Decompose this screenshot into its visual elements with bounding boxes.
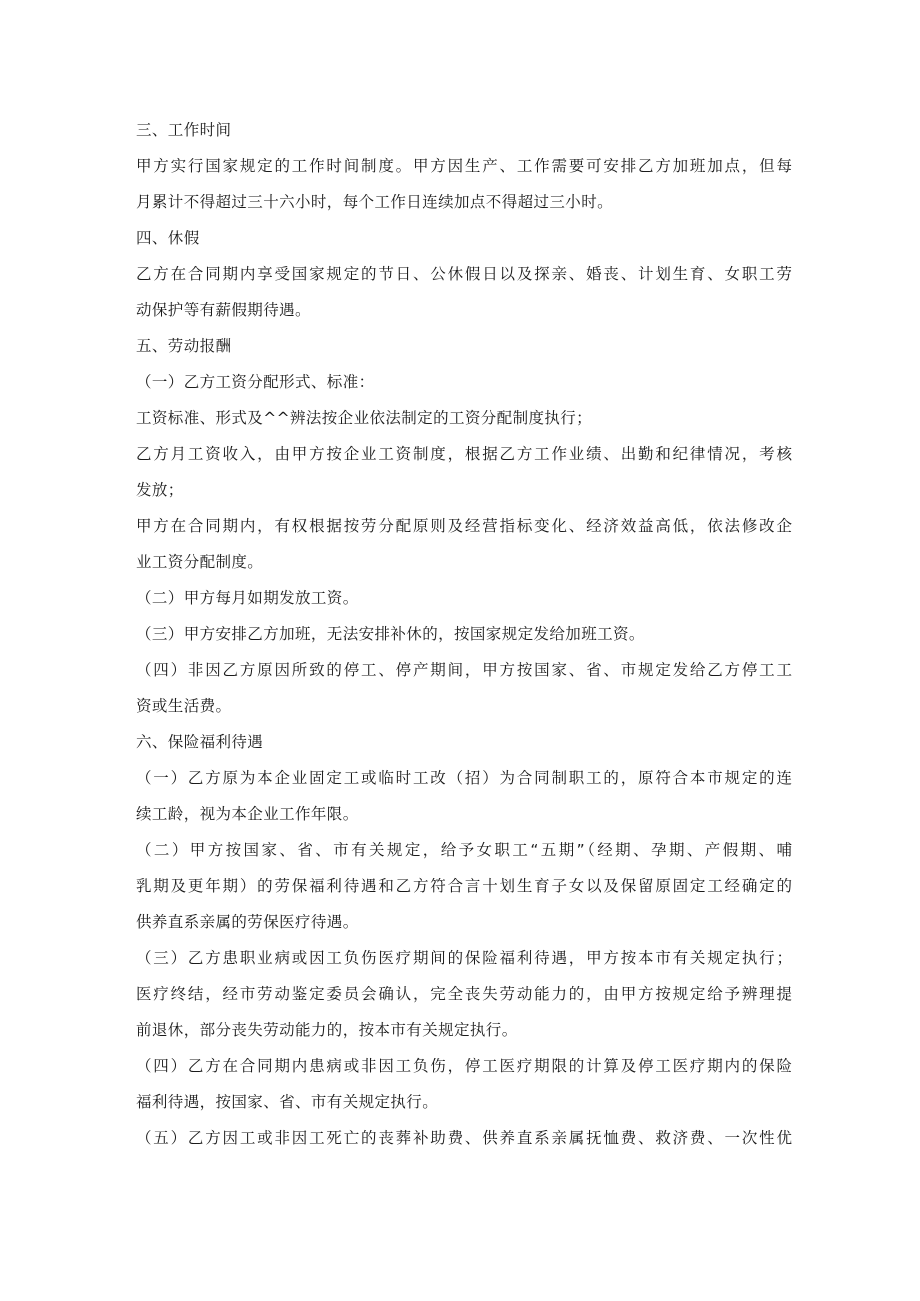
document-line: 乙方月工资收入，由甲方按企业工资制度，根据乙方工作业绩、出勤和纪律情况，考核 bbox=[136, 445, 792, 463]
document-line: （一）乙方工资分配形式、标准： bbox=[136, 373, 375, 391]
document-line: （四）乙方在合同期内患病或非因工负伤，停工医疗期限的计算及停工医疗期内的保险 bbox=[136, 1057, 792, 1075]
document-line: 甲方实行国家规定的工作时间制度。甲方因生产、工作需要可安排乙方加班加点，但每 bbox=[136, 157, 792, 175]
document-line: 福利待遇，按国家、省、市有关规定执行。 bbox=[136, 1093, 439, 1111]
document-line: 甲方在合同期内，有权根据按劳分配原则及经营指标变化、经济效益高低，依法修改企 bbox=[136, 517, 792, 535]
document-line: 三、工作时间 bbox=[136, 121, 232, 139]
document-line: （一）乙方原为本企业固定工或临时工改（招）为合同制职工的，原符合本市规定的连 bbox=[136, 769, 792, 787]
document-line: 月累计不得超过三十六小时，每个工作日连续加点不得超过三小时。 bbox=[136, 193, 614, 211]
document-line: （五）乙方因工或非因工死亡的丧葬补助费、供养直系亲属抚恤费、救济费、一次性优 bbox=[136, 1129, 792, 1147]
document-line: 四、休假 bbox=[136, 229, 200, 247]
document-line: 续工龄，视为本企业工作年限。 bbox=[136, 805, 359, 823]
document-line: 资或生活费。 bbox=[136, 697, 232, 715]
document-line: （二）甲方每月如期发放工资。 bbox=[136, 589, 359, 607]
document-line: 五、劳动报酬 bbox=[136, 337, 232, 355]
document-line: 业工资分配制度。 bbox=[136, 553, 264, 571]
document-line: （三）甲方安排乙方加班，无法安排补休的，按国家规定发给加班工资。 bbox=[136, 625, 645, 643]
document-line: 乳期及更年期）的劳保福利待遇和乙方符合言十划生育子女以及保留原固定工经确定的 bbox=[136, 877, 792, 895]
document-line: 医疗终结，经市劳动鉴定委员会确认，完全丧失劳动能力的，由甲方按规定给予辨理提 bbox=[136, 985, 792, 1003]
document-body bbox=[136, 112, 792, 1156]
document-line: 发放； bbox=[136, 481, 184, 499]
document-line: （四）非因乙方原因所致的停工、停产期间，甲方按国家、省、市规定发给乙方停工工 bbox=[136, 661, 792, 679]
document-line: 工资标准、形式及^^辨法按企业依法制定的工资分配制度执行； bbox=[136, 409, 593, 427]
document-line: 前退休，部分丧失劳动能力的，按本市有关规定执行。 bbox=[136, 1021, 518, 1039]
document-line: 六、保险福利待遇 bbox=[136, 733, 264, 751]
document-line: 动保护等有薪假期待遇。 bbox=[136, 301, 311, 319]
document-line: （三）乙方患职业病或因工负伤医疗期间的保险福利待遇，甲方按本市有关规定执行； bbox=[136, 949, 792, 967]
document-line: 乙方在合同期内享受国家规定的节日、公休假日以及探亲、婚丧、计划生育、女职工劳 bbox=[136, 265, 792, 283]
document-line: 供养直系亲属的劳保医疗待遇。 bbox=[136, 913, 359, 931]
document-line: （二）甲方按国家、省、市有关规定，给予女职工“五期”（经期、孕期、产假期、哺 bbox=[136, 841, 792, 859]
